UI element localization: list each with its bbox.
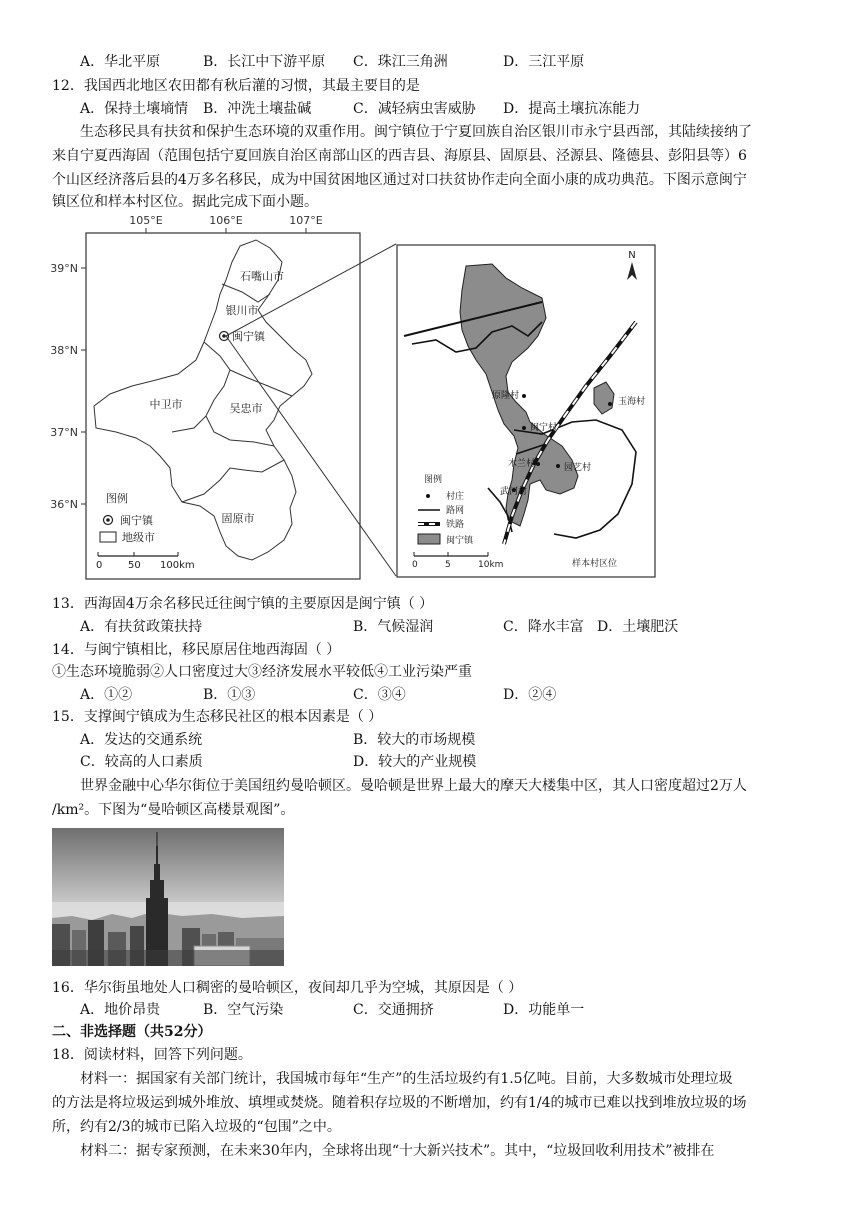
manhattan-skyline-photo bbox=[52, 828, 284, 966]
q16-option-c: C．交通拥挤 bbox=[353, 1002, 434, 1018]
passage1-line-1: 生态移民具有扶贫和保护生态环境的双重作用。闽宁镇位于宁夏回族自治区银川市永宁县西部，其陆续接纳了 bbox=[80, 124, 752, 140]
section-2-heading: 二、非选择题（共52分） bbox=[52, 1024, 212, 1040]
q16-option-b: B．空气污染 bbox=[203, 1002, 284, 1018]
right-scale-0: 0 bbox=[412, 560, 418, 570]
city-label-zhongwei: 中卫市 bbox=[149, 398, 183, 411]
right-map-caption: 样本村区位 bbox=[572, 559, 618, 569]
q15-option-a: A．发达的交通系统 bbox=[80, 732, 203, 748]
q16-option-d: D．功能单一 bbox=[503, 1002, 585, 1018]
passage1-line-2: 来自宁夏西海固（范围包括宁夏回族自治区南部山区的西吉县、海原县、固原县、泾源县、隆德县、彭阳县等）6 bbox=[52, 148, 747, 164]
legend-city-label: 地级市 bbox=[122, 531, 155, 544]
q12-option-c: C．减轻病虫害威胁 bbox=[353, 101, 476, 117]
q18-stem: 18．阅读材料，回答下列问题。 bbox=[52, 1047, 252, 1063]
lon-label-106: 106°E bbox=[209, 214, 243, 227]
city-label-guyuan: 固原市 bbox=[221, 512, 255, 525]
lat-label-38: 38°N bbox=[50, 344, 78, 357]
legend-railway: 铁路 bbox=[446, 520, 465, 530]
sample-village-map bbox=[396, 244, 656, 578]
q15-option-c: C．较高的人口素质 bbox=[80, 754, 203, 770]
passage2-line-2: /km²。下图为“曼哈顿区高楼景观图”。 bbox=[52, 802, 295, 818]
q14-option-c: C．③④ bbox=[353, 687, 406, 703]
scale-100km: 100km bbox=[160, 560, 195, 571]
map-connector bbox=[220, 240, 400, 580]
q14-option-a: A．①② bbox=[80, 687, 133, 703]
village-yuhai: 玉海村 bbox=[618, 397, 646, 407]
city-label-shizuishan: 石嘴山市 bbox=[240, 270, 284, 283]
q13-option-d: D．土壤肥沃 bbox=[597, 619, 679, 635]
q12-option-b: B．冲洗土壤盐碱 bbox=[203, 101, 312, 117]
q11-option-c: C．珠江三角洲 bbox=[353, 54, 448, 70]
lon-label-107: 107°E bbox=[289, 214, 323, 227]
q13-option-a: A．有扶贫政策扶持 bbox=[80, 619, 203, 635]
village-minning: 闽宁村 bbox=[530, 423, 558, 433]
material1-line-3: 所，约有2/3的城市已陷入垃圾的“包围”之中。 bbox=[52, 1119, 341, 1135]
legend-town-area: 闽宁镇 bbox=[446, 536, 474, 546]
q15-option-d: D．较大的产业规模 bbox=[353, 754, 477, 770]
q14-option-b: B．①③ bbox=[203, 687, 256, 703]
q14-stem: 14．与闽宁镇相比，移民原居住地西海固（ ） bbox=[52, 642, 341, 658]
passage1-line-3: 个山区经济落后县的4万多名移民，成为中国贫困地区通过对口扶贫协作走向全面小康的成功典范。下图示意闽宁 bbox=[52, 172, 747, 188]
legend-village: 村庄 bbox=[446, 492, 465, 502]
q12-option-d: D．提高土壤抗冻能力 bbox=[503, 101, 641, 117]
q16-option-a: A．地价昂贵 bbox=[80, 1002, 161, 1018]
legend-town-label: 闽宁镇 bbox=[120, 514, 153, 527]
right-legend-title: 图例 bbox=[424, 475, 443, 485]
village-yuanlong: 原隆村 bbox=[492, 391, 520, 401]
material1-line-2: 的方法是将垃圾运到城外堆放、填埋或焚烧。随着积存垃圾的不断增加，约有1/4的城市已难以找到堆放垃圾的场 bbox=[52, 1095, 747, 1111]
lat-label-37: 37°N bbox=[50, 426, 78, 439]
city-label-yinchuan: 银川市 bbox=[225, 304, 259, 317]
village-mulan: 木兰村 bbox=[508, 459, 536, 469]
north-label: N bbox=[628, 250, 636, 261]
q11-option-a: A．华北平原 bbox=[80, 54, 161, 70]
lat-label-36: 36°N bbox=[50, 498, 78, 511]
q16-stem: 16．华尔街虽地处人口稠密的曼哈顿区，夜间却几乎为空城，其原因是（ ） bbox=[52, 980, 523, 996]
legend-title: 图例 bbox=[106, 492, 128, 505]
q13-stem: 13．西海固4万余名移民迁往闽宁镇的主要原因是闽宁镇（ ） bbox=[52, 596, 434, 612]
material2-line-1: 材料二：据专家预测，在未来30年内，全球将出现“十大新兴技术”。其中，“垃圾回收利用技术”被排在 bbox=[80, 1143, 715, 1159]
material1-line-1: 材料一：据国家有关部门统计，我国城市每年“生产”的生活垃圾约有1.5亿吨。目前，大多数城市处理垃圾 bbox=[80, 1071, 733, 1087]
q12-option-a: A．保持土壤墒情 bbox=[80, 101, 189, 117]
lon-label-105: 105°E bbox=[129, 214, 163, 227]
q11-option-b: B．长江中下游平原 bbox=[203, 54, 326, 70]
passage1-line-4: 镇区位和样本村区位。据此完成下面小题。 bbox=[52, 194, 318, 210]
scale-50: 50 bbox=[128, 560, 141, 571]
legend-road: 路网 bbox=[446, 506, 465, 516]
q15-option-b: B．较大的市场规模 bbox=[353, 732, 476, 748]
q14-statements: ①生态环境脆弱②人口密度过大③经济发展水平较低④工业污染严重 bbox=[52, 664, 472, 680]
village-yuanyi: 园艺村 bbox=[564, 463, 592, 473]
scale-0: 0 bbox=[96, 560, 103, 571]
town-label-minning: 闽宁镇 bbox=[232, 330, 265, 343]
city-label-wuzhong: 吴忠市 bbox=[229, 402, 263, 415]
q12-stem: 12．我国西北地区农田都有秋后灌的习惯，其最主要目的是 bbox=[52, 78, 420, 94]
village-wuhe: 武河村 bbox=[500, 487, 528, 497]
q13-option-c: C．降水丰富 bbox=[503, 619, 584, 635]
q14-option-d: D．②④ bbox=[503, 687, 557, 703]
passage2-line-1: 世界金融中心华尔街位于美国纽约曼哈顿区。曼哈顿是世界上最大的摩天大楼集中区，其人口密度超过2万人 bbox=[80, 778, 747, 794]
lat-label-39: 39°N bbox=[50, 262, 78, 275]
q15-stem: 15．支撑闽宁镇成为生态移民社区的根本因素是（ ） bbox=[52, 709, 383, 725]
q13-option-b: B．气候湿润 bbox=[353, 619, 434, 635]
right-scale-10km: 10km bbox=[478, 560, 504, 570]
q11-option-d: D．三江平原 bbox=[503, 54, 585, 70]
right-scale-5: 5 bbox=[445, 560, 451, 570]
